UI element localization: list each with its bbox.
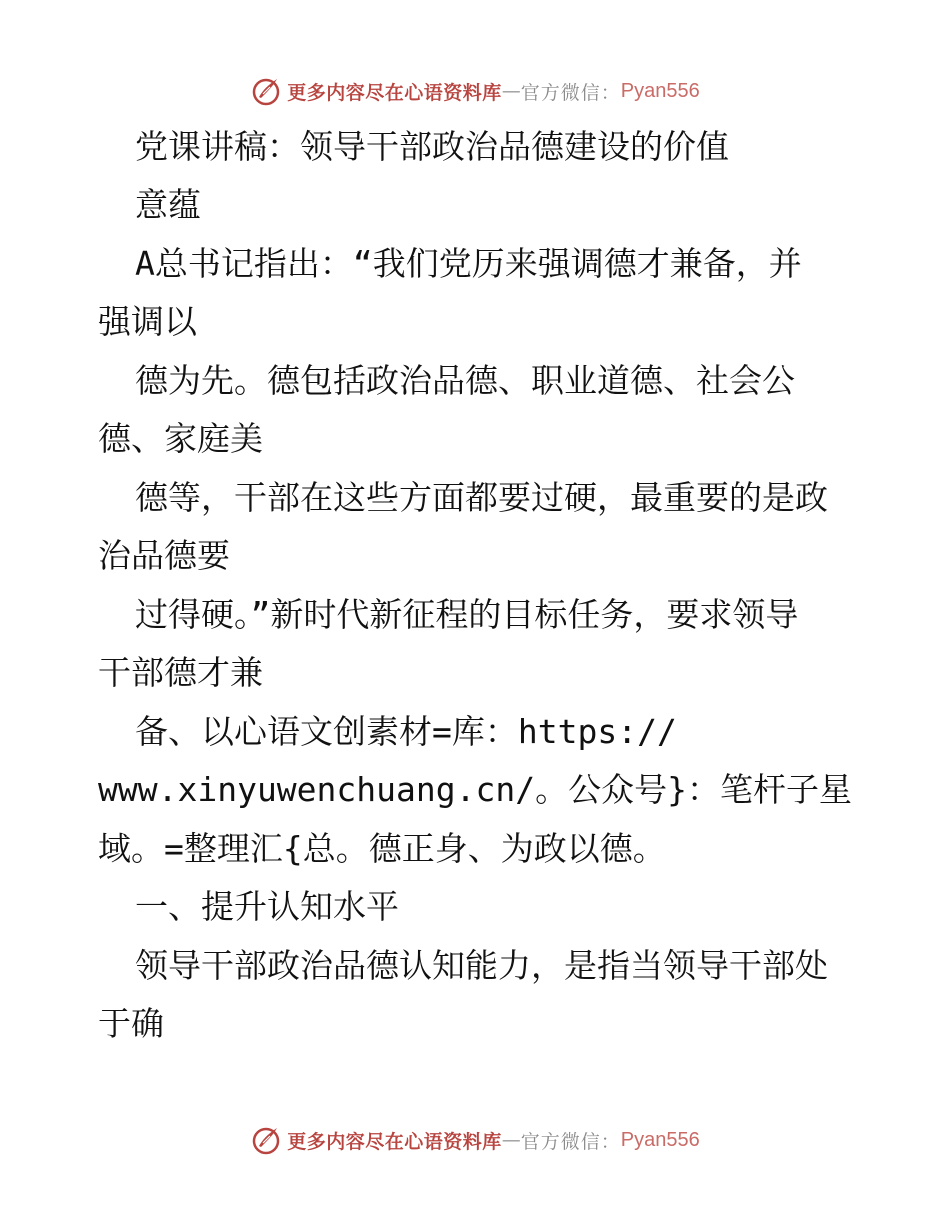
paragraph-line: www.xinyuwenchuang.cn/。公众号}：笔杆子星: [98, 770, 852, 809]
section-heading: 一、提升认知水平: [135, 887, 399, 926]
paragraph-line: A总书记指出：“我们党历来强调德才兼备，并: [135, 244, 802, 283]
banner-wechat-id: Pyan556: [620, 79, 700, 102]
banner-separator: —: [501, 1129, 521, 1151]
footer-watermark-banner: [0, 1120, 950, 1160]
paragraph-line: 治品德要: [98, 536, 230, 575]
paragraph-line: 德等，干部在这些方面都要过硬，最重要的是政: [135, 478, 828, 517]
paragraph-line: 于确: [98, 1004, 164, 1043]
paragraph-line: 德、家庭美: [98, 419, 263, 458]
paragraph-line: 领导干部政治品德认知能力，是指当领导干部处: [135, 946, 828, 985]
paragraph-line: 域。=整理汇{总。德正身、为政以德。: [98, 829, 666, 868]
paragraph-line: 过得硬。”新时代新征程的目标任务，要求领导: [135, 595, 799, 634]
paragraph-line: 干部德才兼: [98, 653, 263, 692]
banner-brand-text: 更多内容尽在心语资料库: [287, 1130, 502, 1153]
quill-circle-logo-icon: [250, 75, 282, 107]
paragraph-line: 强调以: [98, 302, 197, 341]
banner-wechat-label: 官方微信：: [520, 1130, 621, 1153]
banner-brand-text: 更多内容尽在心语资料库: [287, 81, 502, 104]
paragraph-line: 备、以心语文创素材=库：https://: [135, 712, 677, 751]
banner-wechat-label: 官方微信：: [520, 81, 621, 104]
banner-wechat-id: Pyan556: [620, 1128, 700, 1151]
banner-separator: —: [501, 80, 521, 102]
quill-circle-logo-icon: [250, 1124, 282, 1156]
document-title: 党课讲稿：领导干部政治品德建设的价值: [135, 127, 729, 166]
header-watermark-banner: [0, 71, 950, 111]
document-title-continued: 意蕴: [135, 185, 201, 224]
paragraph-line: 德为先。德包括政治品德、职业道德、社会公: [135, 361, 795, 400]
